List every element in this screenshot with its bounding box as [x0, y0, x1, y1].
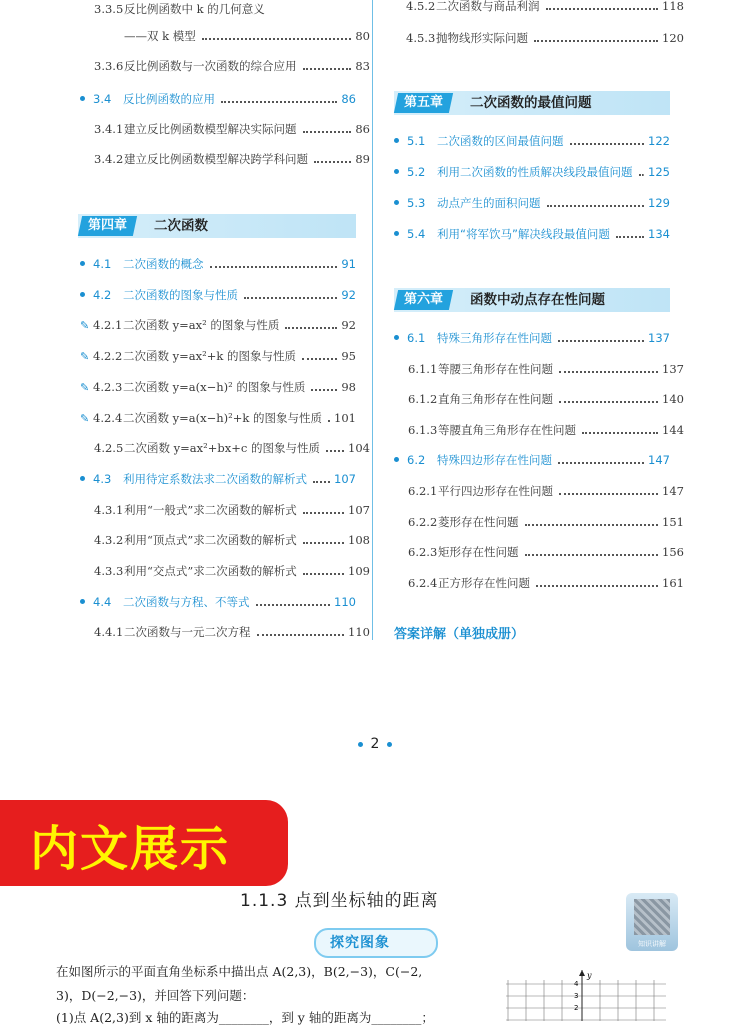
- toc-text: 反比例函数的应用: [123, 92, 215, 106]
- bullet-dot-icon: [394, 335, 399, 340]
- toc-page: 95: [341, 349, 356, 364]
- toc-number: 4.5.3: [406, 31, 436, 45]
- toc-leader: [547, 195, 645, 211]
- chapter-4-header: [78, 214, 356, 238]
- toc-page: 140: [662, 392, 684, 407]
- toc-text: 二次函数 y=ax² 的图象与性质: [123, 318, 280, 333]
- toc-number: 4.3.3: [94, 564, 124, 578]
- toc-entry[interactable]: [394, 195, 670, 211]
- toc-page: 86: [341, 92, 356, 106]
- toc-entry[interactable]: [394, 164, 670, 180]
- toc-text: 利用“顶点式”求二次函数的解析式: [124, 533, 297, 548]
- toc-number: 6.2.2: [408, 514, 438, 529]
- toc-text: 动点产生的面积问题: [437, 196, 541, 210]
- toc-text: 建立反比例函数模型解决跨学科问题: [124, 152, 308, 166]
- toc-leader: [582, 422, 658, 438]
- toc-entry[interactable]: [80, 624, 370, 640]
- toc-leader: [303, 121, 352, 137]
- y-tick-label: 2: [574, 1004, 579, 1012]
- toc-entry[interactable]: [80, 28, 370, 44]
- toc-page: 125: [648, 165, 670, 179]
- chapter-tag: 第五章: [394, 93, 453, 113]
- toc-number: 6.2.4: [408, 575, 438, 590]
- toc-text: 特殊四边形存在性问题: [437, 453, 552, 468]
- toc-leader: [311, 379, 337, 395]
- toc-entry[interactable]: [80, 502, 370, 518]
- toc-entry[interactable]: [80, 1, 370, 17]
- toc-page: 120: [662, 31, 684, 45]
- toc-page: 86: [355, 122, 370, 136]
- toc-text: 二次函数 y=ax²+k 的图象与性质: [123, 349, 296, 364]
- toc-entry[interactable]: [80, 379, 356, 396]
- toc-number: 4.4: [93, 594, 112, 609]
- toc-page: 107: [334, 471, 356, 486]
- bullet-dot-icon: [80, 261, 85, 266]
- toc-leader: [256, 594, 331, 610]
- toc-number: 4.3.1: [94, 502, 124, 517]
- chapter-tag: 第六章: [394, 290, 453, 310]
- toc-leader: [303, 58, 352, 74]
- toc-text: 利用待定系数法求二次函数的解析式: [123, 471, 307, 486]
- toc-number: 4.2: [93, 287, 112, 302]
- toc-leader: [303, 502, 344, 518]
- toc-text: 利用“将军饮马”解决线段最值问题: [437, 227, 610, 241]
- toc-entry[interactable]: [394, 575, 684, 591]
- toc-leader: [221, 91, 337, 107]
- toc-number: 3.4: [93, 92, 112, 106]
- toc-entry[interactable]: [394, 452, 670, 468]
- toc-entry[interactable]: [394, 330, 670, 346]
- body-line: 在如图所示的平面直角坐标系中描出点 A(2,3)，B(2,−3)，C(−2,: [56, 964, 423, 979]
- toc-entry[interactable]: [392, 30, 684, 46]
- toc-entry[interactable]: [394, 226, 670, 242]
- toc-leader: [303, 563, 344, 579]
- toc-page: 118: [662, 0, 684, 13]
- toc-page: 147: [662, 484, 684, 498]
- toc-leader: [525, 544, 659, 560]
- toc-number: 4.3.2: [94, 533, 124, 548]
- toc-entry[interactable]: [394, 133, 670, 149]
- y-tick-label: 4: [574, 980, 579, 988]
- toc-page: 83: [355, 59, 370, 73]
- toc-number: 4.1: [93, 257, 112, 271]
- toc-page: 107: [348, 502, 370, 517]
- toc-text: 二次函数 y=a(x−h)² 的图象与性质: [123, 379, 306, 394]
- toc-leader: [639, 164, 645, 180]
- toc-leader: [202, 28, 352, 44]
- toc-entry[interactable]: [80, 256, 356, 272]
- toc-page: 137: [662, 361, 684, 376]
- toc-number: 3.3.5: [94, 2, 124, 16]
- toc-text: 建立反比例函数模型解决实际问题: [124, 122, 297, 136]
- toc-leader: [536, 575, 658, 591]
- toc-page: 98: [341, 379, 356, 394]
- bullet-dot-icon: [80, 599, 85, 604]
- toc-text: 菱形存在性问题: [438, 514, 519, 529]
- pencil-icon: ✎: [80, 319, 90, 333]
- toc-leader: [534, 30, 658, 46]
- toc-page: 92: [341, 287, 356, 302]
- toc-leader: [525, 514, 659, 530]
- toc-leader: [546, 0, 659, 14]
- toc-entry[interactable]: [80, 348, 356, 365]
- toc-leader: [313, 471, 330, 487]
- toc-text: 平行四边形存在性问题: [438, 484, 553, 498]
- bullet-dot-icon: [80, 96, 85, 101]
- answer-key-label: 答案详解（单独成册）: [394, 627, 525, 642]
- toc-number: 3.4.2: [94, 152, 124, 166]
- toc-entry[interactable]: [80, 121, 370, 137]
- toc-text: 二次函数与方程、不等式: [123, 594, 250, 609]
- toc-text: 利用“交点式”求二次函数的解析式: [124, 564, 297, 578]
- chapter-title: 二次函数的最值问题: [470, 95, 592, 111]
- toc-page: 134: [648, 227, 670, 241]
- lesson-title: 1.1.3 点到坐标轴的距离: [240, 891, 439, 911]
- toc-leader: [303, 532, 344, 548]
- toc-leader: [559, 483, 658, 499]
- toc-entry[interactable]: [80, 594, 356, 610]
- toc-number: 4.2.4: [93, 410, 123, 425]
- bullet-dot-icon: [394, 169, 399, 174]
- toc-leader: [616, 226, 644, 242]
- toc-leader: [244, 287, 337, 303]
- toc-page: 156: [662, 545, 684, 560]
- qr-label: 知识讲解: [638, 940, 666, 948]
- toc-leader: [314, 151, 351, 167]
- toc-entry[interactable]: [80, 410, 356, 427]
- toc-page: 129: [648, 196, 670, 210]
- toc-page: 104: [348, 441, 370, 456]
- toc-page: 92: [341, 318, 356, 333]
- toc-number: 3.4.1: [94, 122, 124, 136]
- toc-page: 144: [662, 422, 684, 437]
- toc-text: 正方形存在性问题: [438, 575, 530, 590]
- toc-number: 6.1.2: [408, 392, 438, 407]
- toc-entry[interactable]: [80, 287, 356, 303]
- bullet-dot-icon: [394, 231, 399, 236]
- toc-page: 151: [662, 514, 684, 529]
- toc-entry[interactable]: [394, 544, 684, 560]
- toc-number: 4.3: [93, 471, 112, 486]
- toc-text: 二次函数 y=a(x−h)²+k 的图象与性质: [123, 410, 323, 425]
- toc-page: 147: [648, 453, 670, 468]
- bullet-dot-icon: [394, 200, 399, 205]
- toc-leader: [328, 410, 330, 426]
- coordinate-grid: [506, 970, 666, 1021]
- toc-text: 二次函数与商品利润: [436, 0, 540, 13]
- toc-number: 6.2.3: [408, 545, 438, 560]
- body-line: (1)点 A(2,3)到 x 轴的距离为________，到 y 轴的距离为________；: [56, 1010, 434, 1025]
- toc-leader: [285, 317, 337, 333]
- toc-leader: [558, 452, 644, 468]
- y-axis-label: y: [587, 971, 592, 980]
- toc-page: 91: [341, 257, 356, 271]
- toc-text: 二次函数的图象与性质: [123, 287, 238, 302]
- chapter-6-header: [394, 288, 670, 312]
- toc-entry[interactable]: [394, 483, 684, 499]
- content-preview-banner: 内文展示: [0, 800, 288, 886]
- bullet-dot-icon: [394, 138, 399, 143]
- toc-number: 4.2.1: [93, 318, 123, 333]
- toc-text: 反比例函数中 k 的几何意义: [124, 2, 265, 16]
- toc-text: 反比例函数与一次函数的综合应用: [124, 59, 297, 73]
- toc-entry[interactable]: [80, 532, 370, 548]
- toc-entry[interactable]: [80, 317, 356, 334]
- toc-leader: [326, 440, 344, 456]
- toc-entry[interactable]: [394, 361, 684, 377]
- toc-page: 80: [355, 29, 370, 43]
- toc-text: 利用“一般式”求二次函数的解析式: [124, 502, 297, 517]
- toc-number: 6.1.3: [408, 422, 438, 437]
- toc-page: 122: [648, 134, 670, 148]
- toc-number: 4.5.2: [406, 0, 436, 13]
- toc-text: 特殊三角形存在性问题: [437, 331, 552, 345]
- toc-entry[interactable]: [80, 563, 370, 579]
- toc-number: 5.1: [407, 134, 426, 148]
- toc-page: 101: [334, 410, 356, 425]
- toc-text: 等腰直角三角形存在性问题: [438, 422, 576, 437]
- toc-text: 二次函数 y=ax²+bx+c 的图象与性质: [124, 441, 320, 456]
- toc-number: 5.2: [407, 165, 426, 179]
- toc-number: 6.2: [407, 453, 426, 468]
- toc-page: 110: [334, 594, 356, 609]
- toc-entry[interactable]: [394, 391, 684, 407]
- toc-leader: [302, 348, 337, 364]
- toc-number: 4.2.5: [94, 441, 124, 456]
- toc-entry[interactable]: [80, 58, 370, 74]
- toc-leader: [558, 330, 644, 346]
- body-line: 3)，D(−2,−3)，并回答下列问题：: [56, 988, 255, 1003]
- page-number: 2: [0, 736, 750, 752]
- bullet-dot-icon: [80, 476, 85, 481]
- toc-number: 6.1.1: [408, 361, 438, 376]
- pencil-icon: ✎: [80, 350, 90, 364]
- toc-entry[interactable]: [80, 440, 370, 456]
- toc-page: 109: [348, 564, 370, 578]
- toc-text: 抛物线形实际问题: [436, 31, 528, 45]
- toc-text: 二次函数的概念: [123, 257, 204, 271]
- toc-text: 矩形存在性问题: [438, 545, 519, 560]
- toc-text: 二次函数的区间最值问题: [437, 134, 564, 148]
- toc-text: 等腰三角形存在性问题: [438, 361, 553, 376]
- toc-leader: [257, 624, 345, 640]
- toc-number: 4.2.2: [93, 349, 123, 364]
- toc-number: 4.2.3: [93, 379, 123, 394]
- toc-number: 3.3.6: [94, 59, 124, 73]
- toc-number: 5.4: [407, 227, 426, 241]
- toc-page: 108: [348, 533, 370, 548]
- column-divider: [372, 0, 373, 640]
- bullet-dot-icon: [394, 457, 399, 462]
- pencil-icon: ✎: [80, 380, 90, 394]
- toc-number: 5.3: [407, 196, 426, 210]
- y-tick-label: 3: [574, 992, 579, 1000]
- bullet-dot-icon: [80, 292, 85, 297]
- toc-entry[interactable]: [392, 0, 684, 14]
- toc-leader: [559, 391, 658, 407]
- explore-graph-badge: 探究图象: [314, 928, 438, 958]
- toc-entry[interactable]: [394, 422, 684, 438]
- toc-text: 直角三角形存在性问题: [438, 392, 553, 407]
- toc-page: 110: [348, 625, 370, 640]
- toc-page: 161: [662, 575, 684, 590]
- qr-code-icon[interactable]: [626, 893, 678, 951]
- chapter-title: 函数中动点存在性问题: [470, 292, 605, 308]
- toc-leader: [570, 133, 645, 149]
- toc-text: 利用二次函数的性质解决线段最值问题: [437, 165, 633, 179]
- chapter-5-header: [394, 91, 670, 115]
- toc-page: 89: [355, 152, 370, 166]
- toc-entry[interactable]: [80, 471, 356, 487]
- toc-leader: [210, 256, 338, 272]
- chapter-tag: 第四章: [78, 216, 137, 236]
- toc-entry[interactable]: [80, 91, 356, 107]
- toc-leader: [559, 361, 658, 377]
- toc-number: 6.2.1: [408, 484, 438, 498]
- toc-text: 二次函数与一元二次方程: [124, 625, 251, 640]
- pencil-icon: ✎: [80, 411, 90, 425]
- toc-number: 6.1: [407, 331, 426, 345]
- chapter-title: 二次函数: [154, 218, 208, 234]
- toc-text: ——双 k 模型: [124, 29, 196, 43]
- toc-entry[interactable]: [80, 151, 370, 167]
- toc-entry[interactable]: [394, 514, 684, 530]
- toc-page: 137: [648, 331, 670, 345]
- toc-number: 4.4.1: [94, 625, 124, 640]
